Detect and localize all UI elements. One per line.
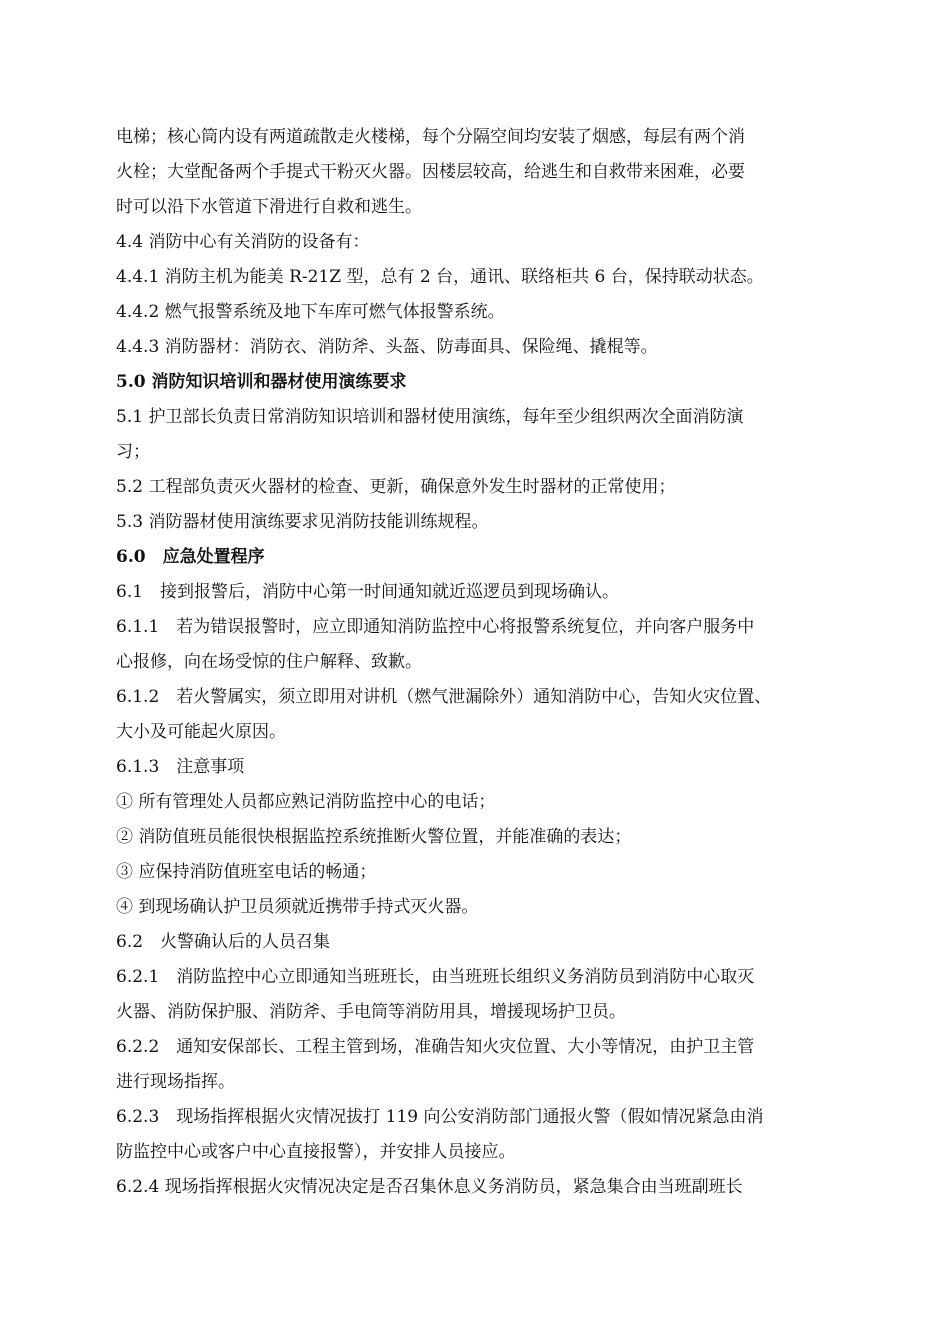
text-line: 4.4.2 燃气报警系统及地下车库可燃气体报警系统。 (116, 302, 505, 322)
text-line: 6.2.1 消防监控中心立即通知当班班长，由当班班长组织义务消防员到消防中心取灭 (116, 967, 755, 987)
text-line: 4.4.1 消防主机为能美 R-21Z 型，总有 2 台，通讯、联络柜共 6 台，保持联动状态。 (116, 267, 764, 287)
text-line: 6.2.3 现场指挥根据火灾情况拔打 119 向公安消防部门通报火警（假如情况紧急由消 (116, 1107, 764, 1127)
text-line: ① 所有管理处人员都应熟记消防监控中心的电话； (116, 792, 496, 812)
text-line: 习； (116, 442, 150, 462)
text-line: 6.2 火警确认后的人员召集 (116, 932, 331, 952)
text-line: 5.2 工程部负责灭火器材的检查、更新，确保意外发生时器材的正常使用； (116, 477, 676, 497)
text-line: 电梯；核心筒内设有两道疏散走火楼梯，每个分隔空间均安装了烟感，每层有两个消 (116, 127, 745, 147)
text-line: 4.4 消防中心有关消防的设备有： (116, 232, 370, 252)
section-heading: 6.0 应急处置程序 (116, 547, 265, 567)
document-body (116, 120, 846, 1205)
text-line: 大小及可能起火原因。 (116, 722, 286, 742)
text-line: 火栓；大堂配备两个手提式干粉灭火器。因楼层较高，给逃生和自救带来困难，必要 (116, 162, 745, 182)
text-line: 4.4.3 消防器材：消防衣、消防斧、头盔、防毒面具、保险绳、撬棍等。 (116, 337, 658, 357)
text-line: 时可以沿下水管道下滑进行自救和逃生。 (116, 197, 422, 217)
text-line: ④ 到现场确认护卫员须就近携带手持式灭火器。 (116, 897, 479, 917)
text-line: 6.1 接到报警后，消防中心第一时间通知就近巡逻员到现场确认。 (116, 582, 620, 602)
text-line: 火器、消防保护服、消防斧、手电筒等消防用具，增援现场护卫员。 (116, 1002, 626, 1022)
text-line: 6.1.3 注意事项 (116, 757, 245, 777)
text-line: ② 消防值班员能很快根据监控系统推断火警位置，并能准确的表达； (116, 827, 632, 847)
text-line: 5.1 护卫部长负责日常消防知识培训和器材使用演练，每年至少组织两次全面消防演 (116, 407, 744, 427)
text-line: 5.3 消防器材使用演练要求见消防技能训练规程。 (116, 512, 489, 532)
text-line: 进行现场指挥。 (116, 1072, 235, 1092)
text-line: 6.1.2 若火警属实，须立即用对讲机（燃气泄漏除外）通知消防中心，告知火灾位置、 (116, 687, 772, 707)
text-line: 6.1.1 若为错误报警时，应立即通知消防监控中心将报警系统复位，并向客户服务中 (116, 617, 755, 637)
text-line: 心报修，向在场受惊的住户解释、致歉。 (116, 652, 422, 672)
text-line: 防监控中心或客户中心直接报警），并安排人员接应。 (116, 1142, 516, 1162)
text-line: 6.2.4 现场指挥根据火灾情况决定是否召集休息义务消防员，紧急集合由当班副班长 (116, 1177, 743, 1197)
text-line: ③ 应保持消防值班室电话的畅通； (116, 862, 377, 882)
text-line: 6.2.2 通知安保部长、工程主管到场，准确告知火灾位置、大小等情况，由护卫主管 (116, 1037, 755, 1057)
section-heading: 5.0 消防知识培训和器材使用演练要求 (116, 372, 407, 392)
